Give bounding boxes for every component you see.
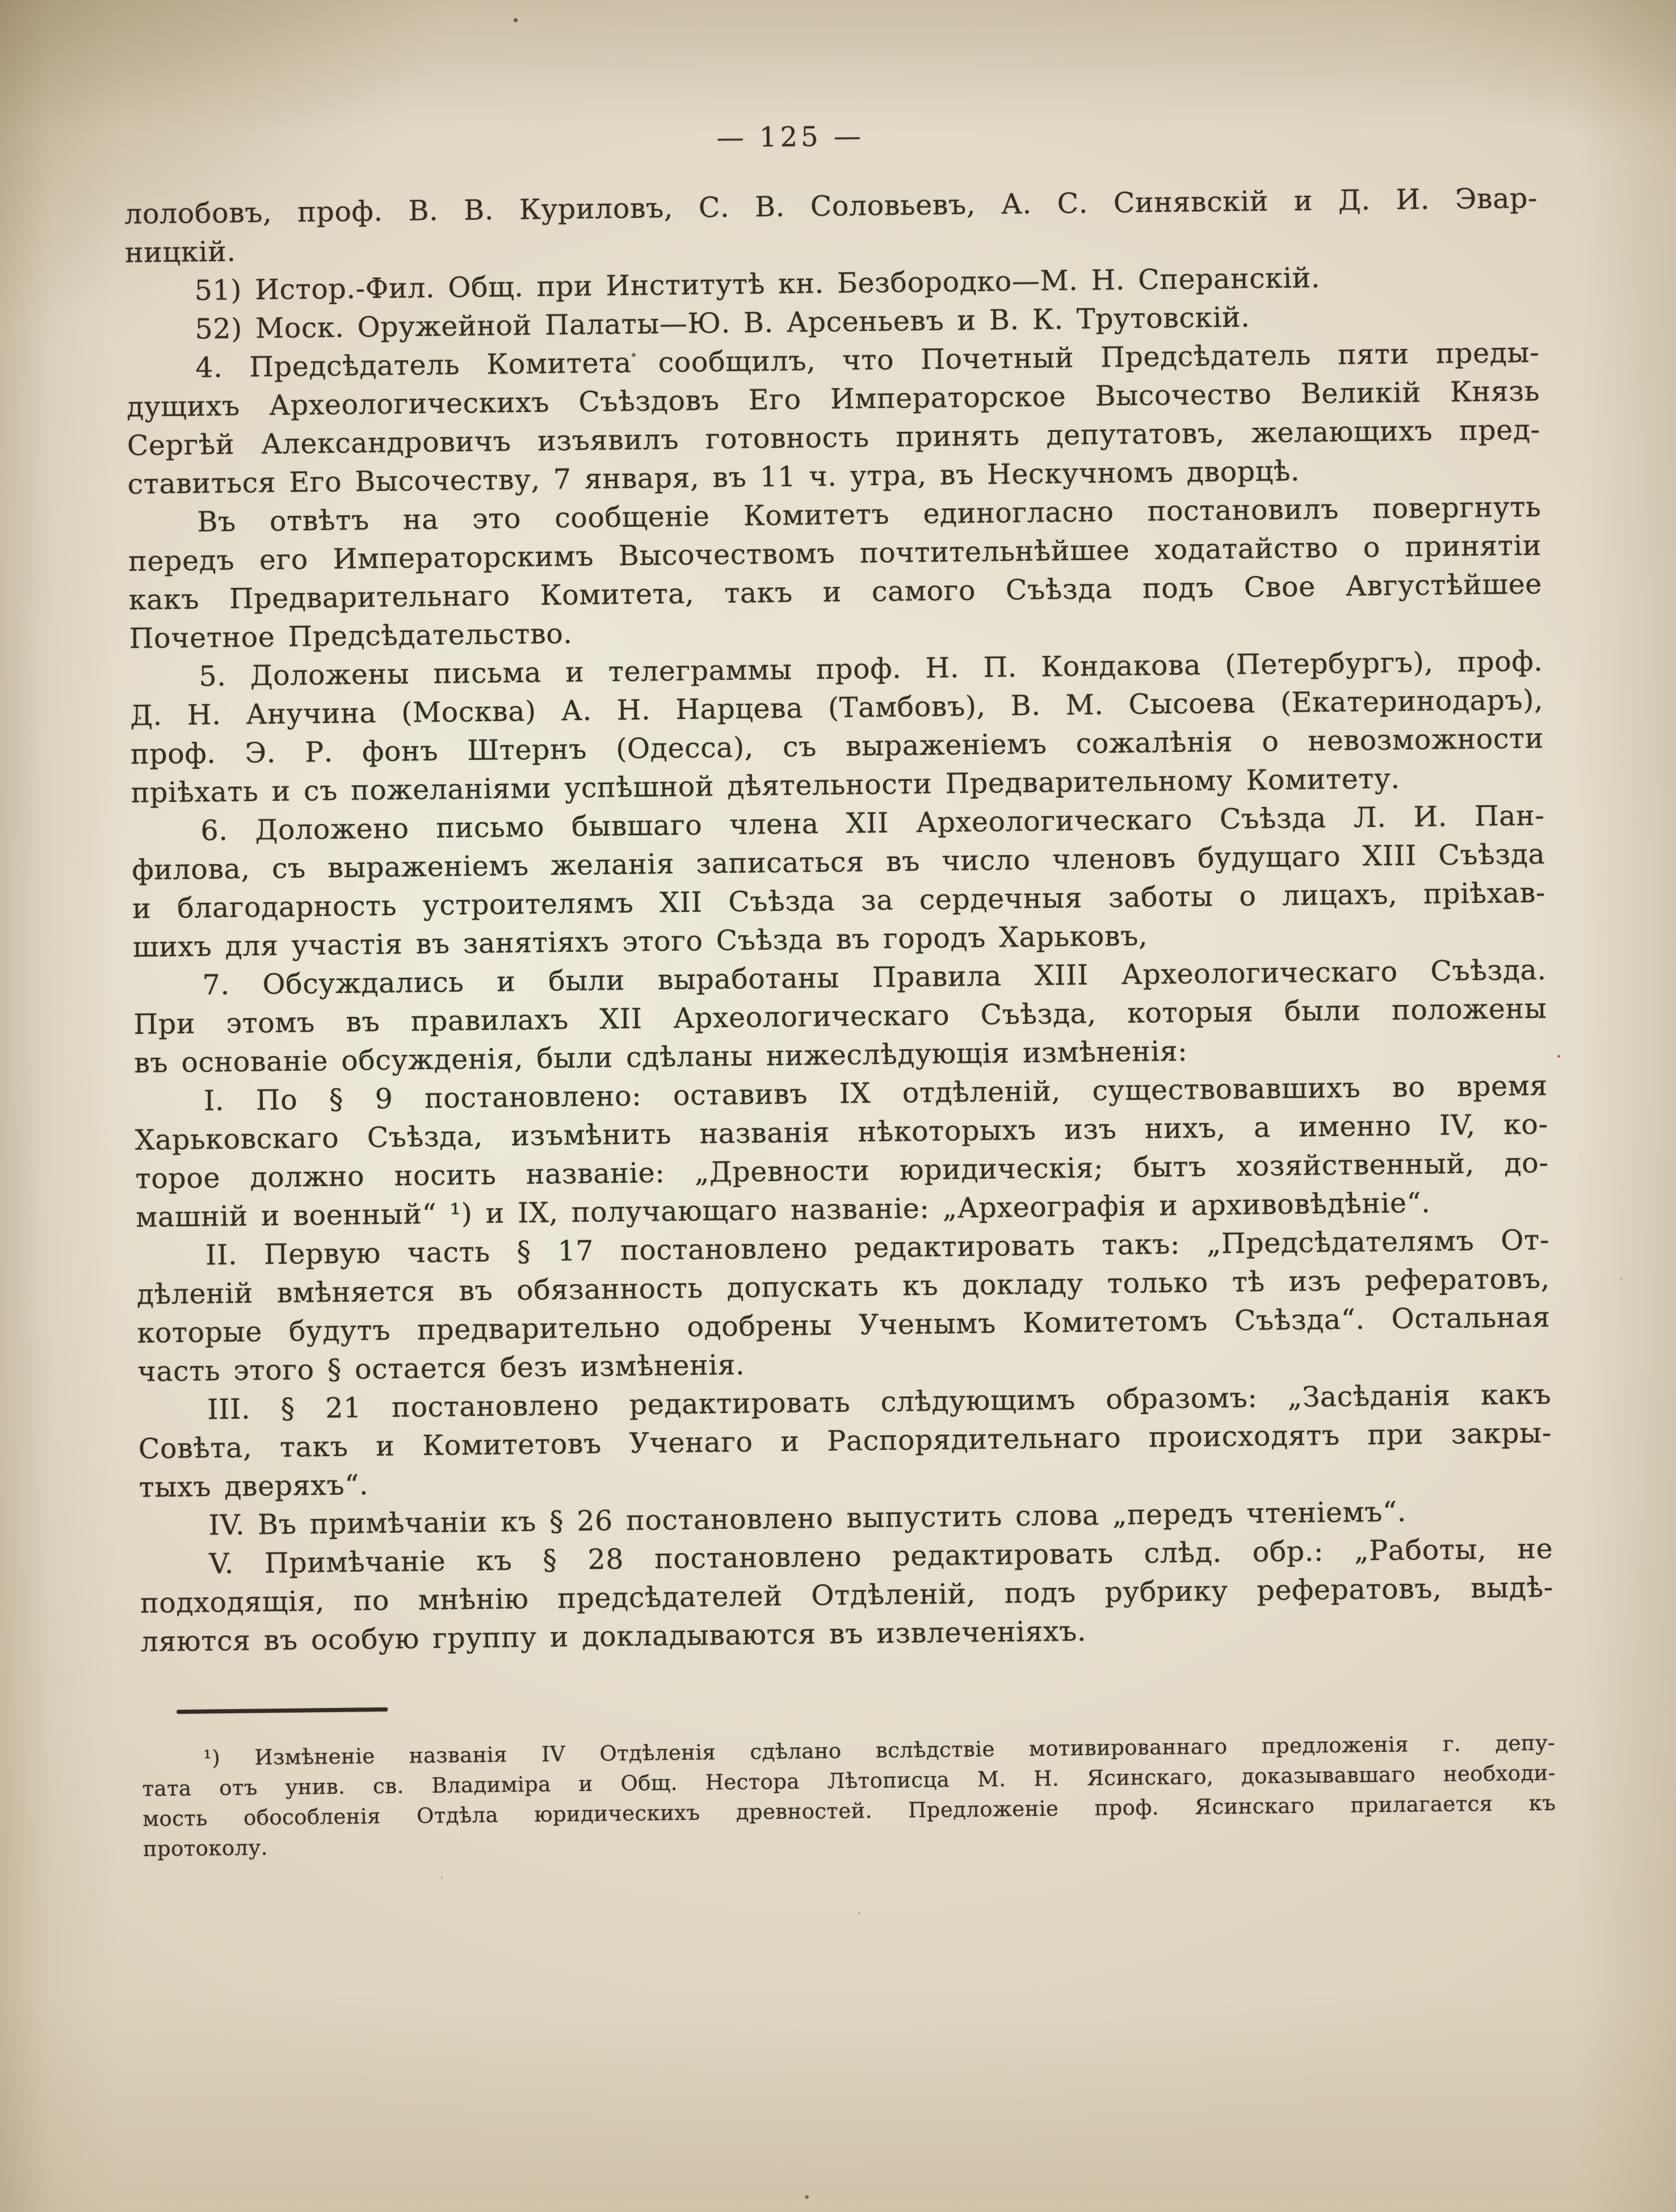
text-line: II. Первую часть § 17 постановлено редактировать такъ: „Предсѣдателямъ От- bbox=[205, 1223, 1550, 1272]
text-line: проф. Э. Р. фонъ Штернъ (Одесса), съ выраженіемъ сожалѣнія о невозможности bbox=[130, 722, 1544, 771]
text-line: тыхъ дверяхъ“. bbox=[138, 1469, 369, 1504]
footnote-separator-rule bbox=[177, 1708, 388, 1714]
text-line: Харьковскаго Съѣзда, изъмѣнить названія нѣкоторыхъ изъ нихъ, а именно IV, ко- bbox=[135, 1108, 1548, 1157]
text-line: шихъ для участія въ занятіяхъ этого Съѣзда въ городъ Харьковъ, bbox=[132, 919, 1148, 964]
main-text bbox=[124, 179, 1554, 1662]
text-line: торое должно носить названіе: „Древности юридическія; бытъ хозяйственный, до- bbox=[135, 1146, 1549, 1195]
text-line: ницкій. bbox=[124, 235, 236, 269]
text-line: III. § 21 постановлено редактировать слѣдующимъ образомъ: „Засѣданія какъ bbox=[207, 1378, 1552, 1426]
text-line: часть этого § остается безъ измѣненія. bbox=[137, 1348, 745, 1388]
text-line: пріѣхать и съ пожеланіями успѣшной дѣятельности Предварительному Комитету. bbox=[131, 762, 1400, 809]
text-line: 52) Моск. Оружейной Палаты—Ю. В. Арсеньевъ и В. К. Трутовскій. bbox=[195, 301, 1250, 346]
text-line: Сергѣй Александровичъ изъявилъ готовность принять депутатовъ, желающихъ пред- bbox=[127, 413, 1541, 462]
text-line: 6. Доложено письмо бывшаго члена XII Археологическаго Съѣзда Л. И. Пан- bbox=[200, 799, 1545, 847]
page-content bbox=[122, 0, 1556, 1864]
text-line: ставиться Его Высочеству, 7 января, въ 11 ч. утра, въ Нескучномъ дворцѣ. bbox=[127, 455, 1300, 501]
page-number: — 125 — bbox=[716, 120, 865, 154]
text-line: Совѣта, такъ и Комитетовъ Ученаго и Распорядительнаго происходятъ при закры- bbox=[138, 1416, 1552, 1465]
text-line: При этомъ въ правилахъ XII Археологическаго Съѣзда, которыя были положены bbox=[133, 992, 1547, 1041]
text-line: Почетное Предсѣдательство. bbox=[129, 617, 573, 655]
text-line: Д. Н. Анучина (Москва) А. Н. Нарцева (Тамбовъ), В. М. Сысоева (Екатеринодаръ), bbox=[129, 683, 1544, 732]
paper-specks bbox=[0, 0, 4, 4]
text-line: дѣленій вмѣняется въ обязанность допускать къ докладу только тѣ изъ рефератовъ, bbox=[136, 1262, 1551, 1311]
text-line: V. Примѣчаніе къ § 28 постановлено редактировать слѣд. обр.: „Работы, не bbox=[208, 1532, 1553, 1580]
text-line: какъ Предварительнаго Комитета, такъ и самого Съѣзда подъ Свое Августѣйшее bbox=[128, 567, 1543, 616]
text-line: ляются въ особую группу и докладываются въ извлеченіяхъ. bbox=[140, 1614, 1087, 1658]
text-line: Въ отвѣтъ на это сообщеніе Комитетъ единогласно постановилъ повергнуть bbox=[197, 490, 1541, 539]
text-line: которые будутъ предварительно одобрены Ученымъ Комитетомъ Съѣзда“. Остальная bbox=[137, 1301, 1551, 1349]
text-line: 51) Истор.-Фил. Общ. при Институтѣ кн. Безбородко—М. Н. Сперанскій. bbox=[194, 262, 1321, 307]
text-line: въ основаніе обсужденія, были сдѣланы нижеслѣдующія измѣненія: bbox=[133, 1034, 1188, 1079]
text-line: дущихъ Археологическихъ Съѣздовъ Его Императорское Высочество Великій Князь bbox=[126, 375, 1540, 423]
text-line: передъ его Императорскимъ Высочествомъ почтительнѣйшее ходатайство о принятіи bbox=[128, 529, 1542, 578]
footnote-line: тата отъ унив. св. Владиміра и Общ. Нестора Лѣтописца М. Н. Ясинскаго, доказывавшаго необходи- bbox=[142, 1760, 1556, 1801]
text-line: филова, съ выраженіемъ желанія записаться въ число членовъ будущаго XIII Съѣзда bbox=[132, 838, 1545, 886]
footnote-line: мость обособленія Отдѣла юридическихъ древностей. Предложеніе проф. Ясинскаго прилагается къ bbox=[142, 1790, 1556, 1831]
text-line: IV. Въ примѣчаніи къ § 26 постановлено выпустить слова „передъ чтеніемъ“. bbox=[208, 1495, 1407, 1542]
text-line: подходящія, по мнѣнію предсѣдателей Отдѣленій, подъ рубрику рефератовъ, выдѣ- bbox=[140, 1571, 1554, 1620]
text-line: 7. Обсуждались и были выработаны Правила XIII Археологическаго Съѣзда. bbox=[202, 953, 1547, 1002]
footnote-line: ¹) Измѣненіе названія IV Отдѣленія сдѣлано вслѣдствіе мотивированнаго предложенія г. депу- bbox=[203, 1730, 1556, 1771]
footnote bbox=[142, 1728, 1556, 1864]
text-line: 5. Доложены письма и телеграммы проф. Н. П. Кондакова (Петербургъ), проф. bbox=[199, 645, 1543, 693]
text-line: I. По § 9 постановлено: оставивъ IX отдѣленій, существовавшихъ во время bbox=[203, 1069, 1548, 1117]
text-line: лолобовъ, проф. В. В. Куриловъ, С. В. Соловьевъ, А. С. Синявскій и Д. И. Эвар- bbox=[124, 182, 1538, 230]
text-line: и благодарность устроителямъ XII Съѣзда за сердечныя заботы о лицахъ, пріѣхав- bbox=[132, 876, 1546, 925]
text-line: машній и военный“ ¹) и IX, получающаго названіе: „Археографія и архивовѣдѣніе“. bbox=[136, 1186, 1431, 1234]
footnote-line: протоколу. bbox=[142, 1835, 268, 1861]
text-line: 4. Предсѣдатель Комитета сообщилъ, что Почетный Предсѣдатель пяти преды- bbox=[195, 336, 1540, 384]
